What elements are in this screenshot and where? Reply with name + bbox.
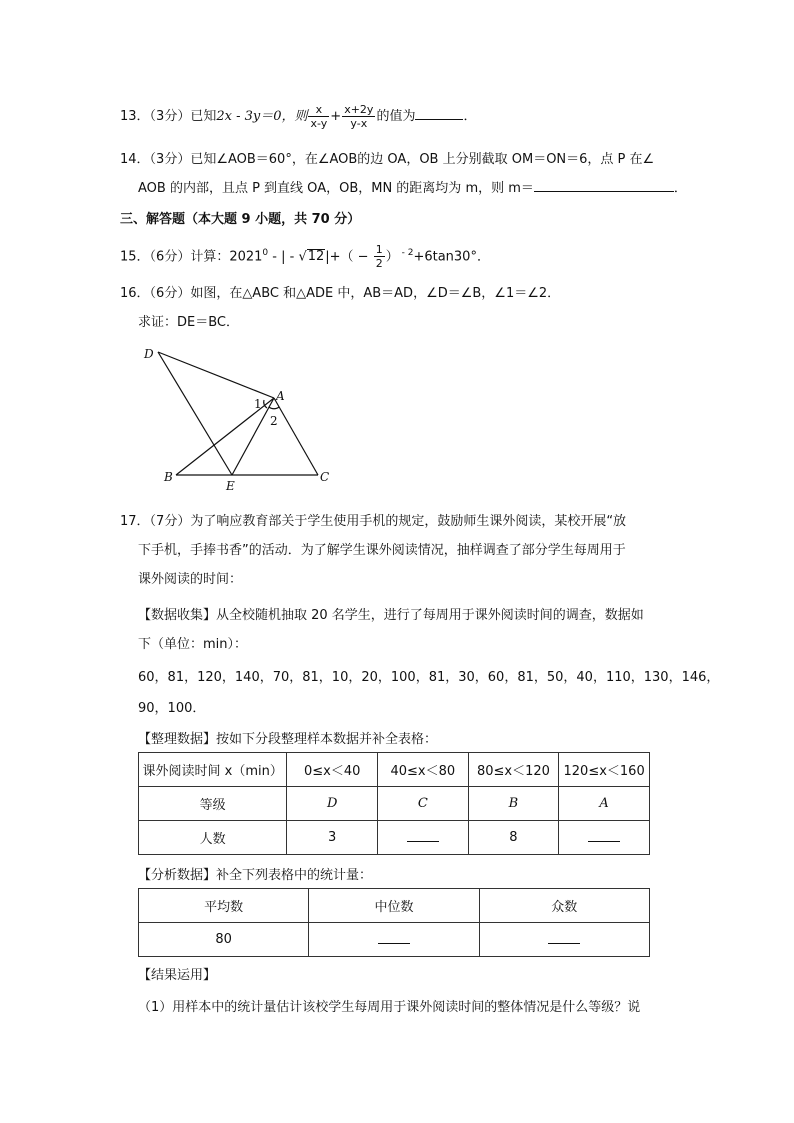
angle-2-arc xyxy=(269,407,279,409)
table-cell: 80 xyxy=(139,923,309,957)
fraction-denominator: 2 xyxy=(375,257,383,271)
q15-tail: +6tan30°． xyxy=(413,249,490,265)
table-row xyxy=(139,787,650,821)
question-17-line-1: 17．（7分）为了响应教育部关于学生使用手机的规定，鼓励师生课外阅读，某校开展“放 xyxy=(120,514,627,529)
q13-tail: 的值为 xyxy=(376,109,416,124)
segment-DA xyxy=(158,352,274,398)
label-C: C xyxy=(320,470,330,484)
table-header-cell: 课外阅读时间 x（min） xyxy=(139,753,287,787)
data-collection-line-1: 【数据收集】从全校随机抽取 20 名学生，进行了每周用于课外阅读时间的调查，数据如 xyxy=(138,608,644,623)
label-B: B xyxy=(164,470,173,484)
q13-end: ． xyxy=(463,109,477,124)
raw-data-line-2: 90，100． xyxy=(138,701,206,716)
question-17-line-2: 下手机，手捧书香”的活动．为了解学生课外阅读情况，抽样调查了部分学生每周用于 xyxy=(138,543,626,558)
answer-blank[interactable] xyxy=(378,931,410,944)
q13-fraction-2 xyxy=(342,103,375,130)
table-cell: 8 xyxy=(468,821,559,855)
raw-data-line-1: 60，81，120，140，70，81，10，20，100，81，30，60，81，50，40，110，130，146， xyxy=(138,670,720,685)
q15-prefix: 15．（6分）计算：2021 xyxy=(120,249,263,265)
answer-blank[interactable] xyxy=(415,107,463,120)
plus-sign: + xyxy=(330,109,342,124)
answer-blank[interactable] xyxy=(588,829,620,842)
q15-paren-open: |+（ − xyxy=(325,249,373,265)
q14-end: ． xyxy=(673,181,687,196)
q13-equation: 2x - 3y＝0，则 xyxy=(216,109,308,124)
question-14-line-1: 14．（3分）已知∠AOB＝60°，在∠AOB的边 OA，OB 上分别截取 OM＝ON＝6，点 P 在∠ xyxy=(120,152,655,167)
table-cell-blank[interactable] xyxy=(309,923,479,957)
q14-text: AOB 的内部，且点 P 到直线 OA，OB，MN 的距离均为 m，则 m＝ xyxy=(138,181,534,196)
question-16-line-2: 求证：DE＝BC． xyxy=(138,315,239,330)
analyze-data-heading: 【分析数据】补全下列表格中的统计量： xyxy=(138,868,373,883)
table-cell: B xyxy=(468,787,559,821)
table-cell: A xyxy=(559,787,650,821)
table-header-cell: 中位数 xyxy=(309,889,479,923)
fraction-numerator: x+2y xyxy=(344,103,374,116)
q15-paren-close: ） xyxy=(385,249,399,265)
sqrt-radicand: 12 xyxy=(307,249,325,265)
table-cell-blank[interactable] xyxy=(479,923,649,957)
exponent-minus-two: - 2 xyxy=(398,248,414,258)
table-cell: D xyxy=(287,787,378,821)
table-header-cell: 0≤x＜40 xyxy=(287,753,378,787)
question-14-line-2 xyxy=(138,177,687,196)
section-title: 三、解答题（本大题 9 小题，共 70 分） xyxy=(120,212,361,227)
table-cell: C xyxy=(377,787,468,821)
segment-AE xyxy=(232,398,274,475)
table-row xyxy=(139,923,650,957)
geometry-figure xyxy=(140,340,350,500)
q15-abs-open: - | - xyxy=(268,249,299,265)
table-cell: 人数 xyxy=(139,821,287,855)
table-row xyxy=(139,821,650,855)
question-15: 15．（6分）计算：2021$^0$ - | - √12|+（ − $\frac{1}{2}$ ） $^{- 2}$+6tan30°． xyxy=(120,243,490,271)
statistics-table xyxy=(138,888,650,957)
apply-results-heading: 【结果运用】 xyxy=(138,968,217,983)
table-cell: 3 xyxy=(287,821,378,855)
table-cell-blank[interactable] xyxy=(559,821,650,855)
fraction-denominator: x-y xyxy=(310,117,328,130)
q13-number: 13．（3分）已知 xyxy=(120,109,217,124)
segment-AC xyxy=(274,398,318,475)
table-row xyxy=(139,753,650,787)
table-header-cell: 众数 xyxy=(479,889,649,923)
label-E: E xyxy=(226,479,235,493)
question-17-line-3: 课外阅读的时间： xyxy=(138,572,243,587)
answer-blank[interactable] xyxy=(407,829,439,842)
data-collection-line-2: 下（单位：min）： xyxy=(138,637,248,652)
sub-question-1: （1）用样本中的统计量估计该校学生每周用于课外阅读时间的整体情况是什么等级？说 xyxy=(138,1000,641,1015)
label-D: D xyxy=(144,347,154,361)
table-header-cell: 120≤x＜160 xyxy=(559,753,650,787)
table-header-cell: 80≤x＜120 xyxy=(468,753,559,787)
table-header-cell: 平均数 xyxy=(139,889,309,923)
label-A: A xyxy=(276,389,285,403)
question-16-line-1: 16．（6分）如图，在△ABC 和△ADE 中，AB＝AD，∠D＝∠B，∠1＝∠2． xyxy=(120,286,561,301)
label-2: 2 xyxy=(270,414,278,428)
table-header-cell: 40≤x＜80 xyxy=(377,753,468,787)
answer-blank[interactable] xyxy=(534,179,674,192)
organize-data-heading: 【整理数据】按如下分段整理样本数据并补全表格： xyxy=(138,732,438,747)
q15-fraction xyxy=(374,243,385,270)
answer-blank[interactable] xyxy=(548,931,580,944)
fraction-numerator: x xyxy=(308,103,329,117)
q13-fraction-1 xyxy=(308,103,329,130)
segment-DE xyxy=(158,352,232,475)
question-13 xyxy=(120,102,476,132)
fraction-numerator: 1 xyxy=(375,243,383,257)
table-row xyxy=(139,889,650,923)
label-1: 1 xyxy=(254,397,262,411)
fraction-denominator: y-x xyxy=(350,117,368,130)
table-cell: 等级 xyxy=(139,787,287,821)
frequency-table xyxy=(138,752,650,855)
table-cell-blank[interactable] xyxy=(377,821,468,855)
exponent-zero: 0 xyxy=(262,248,269,258)
